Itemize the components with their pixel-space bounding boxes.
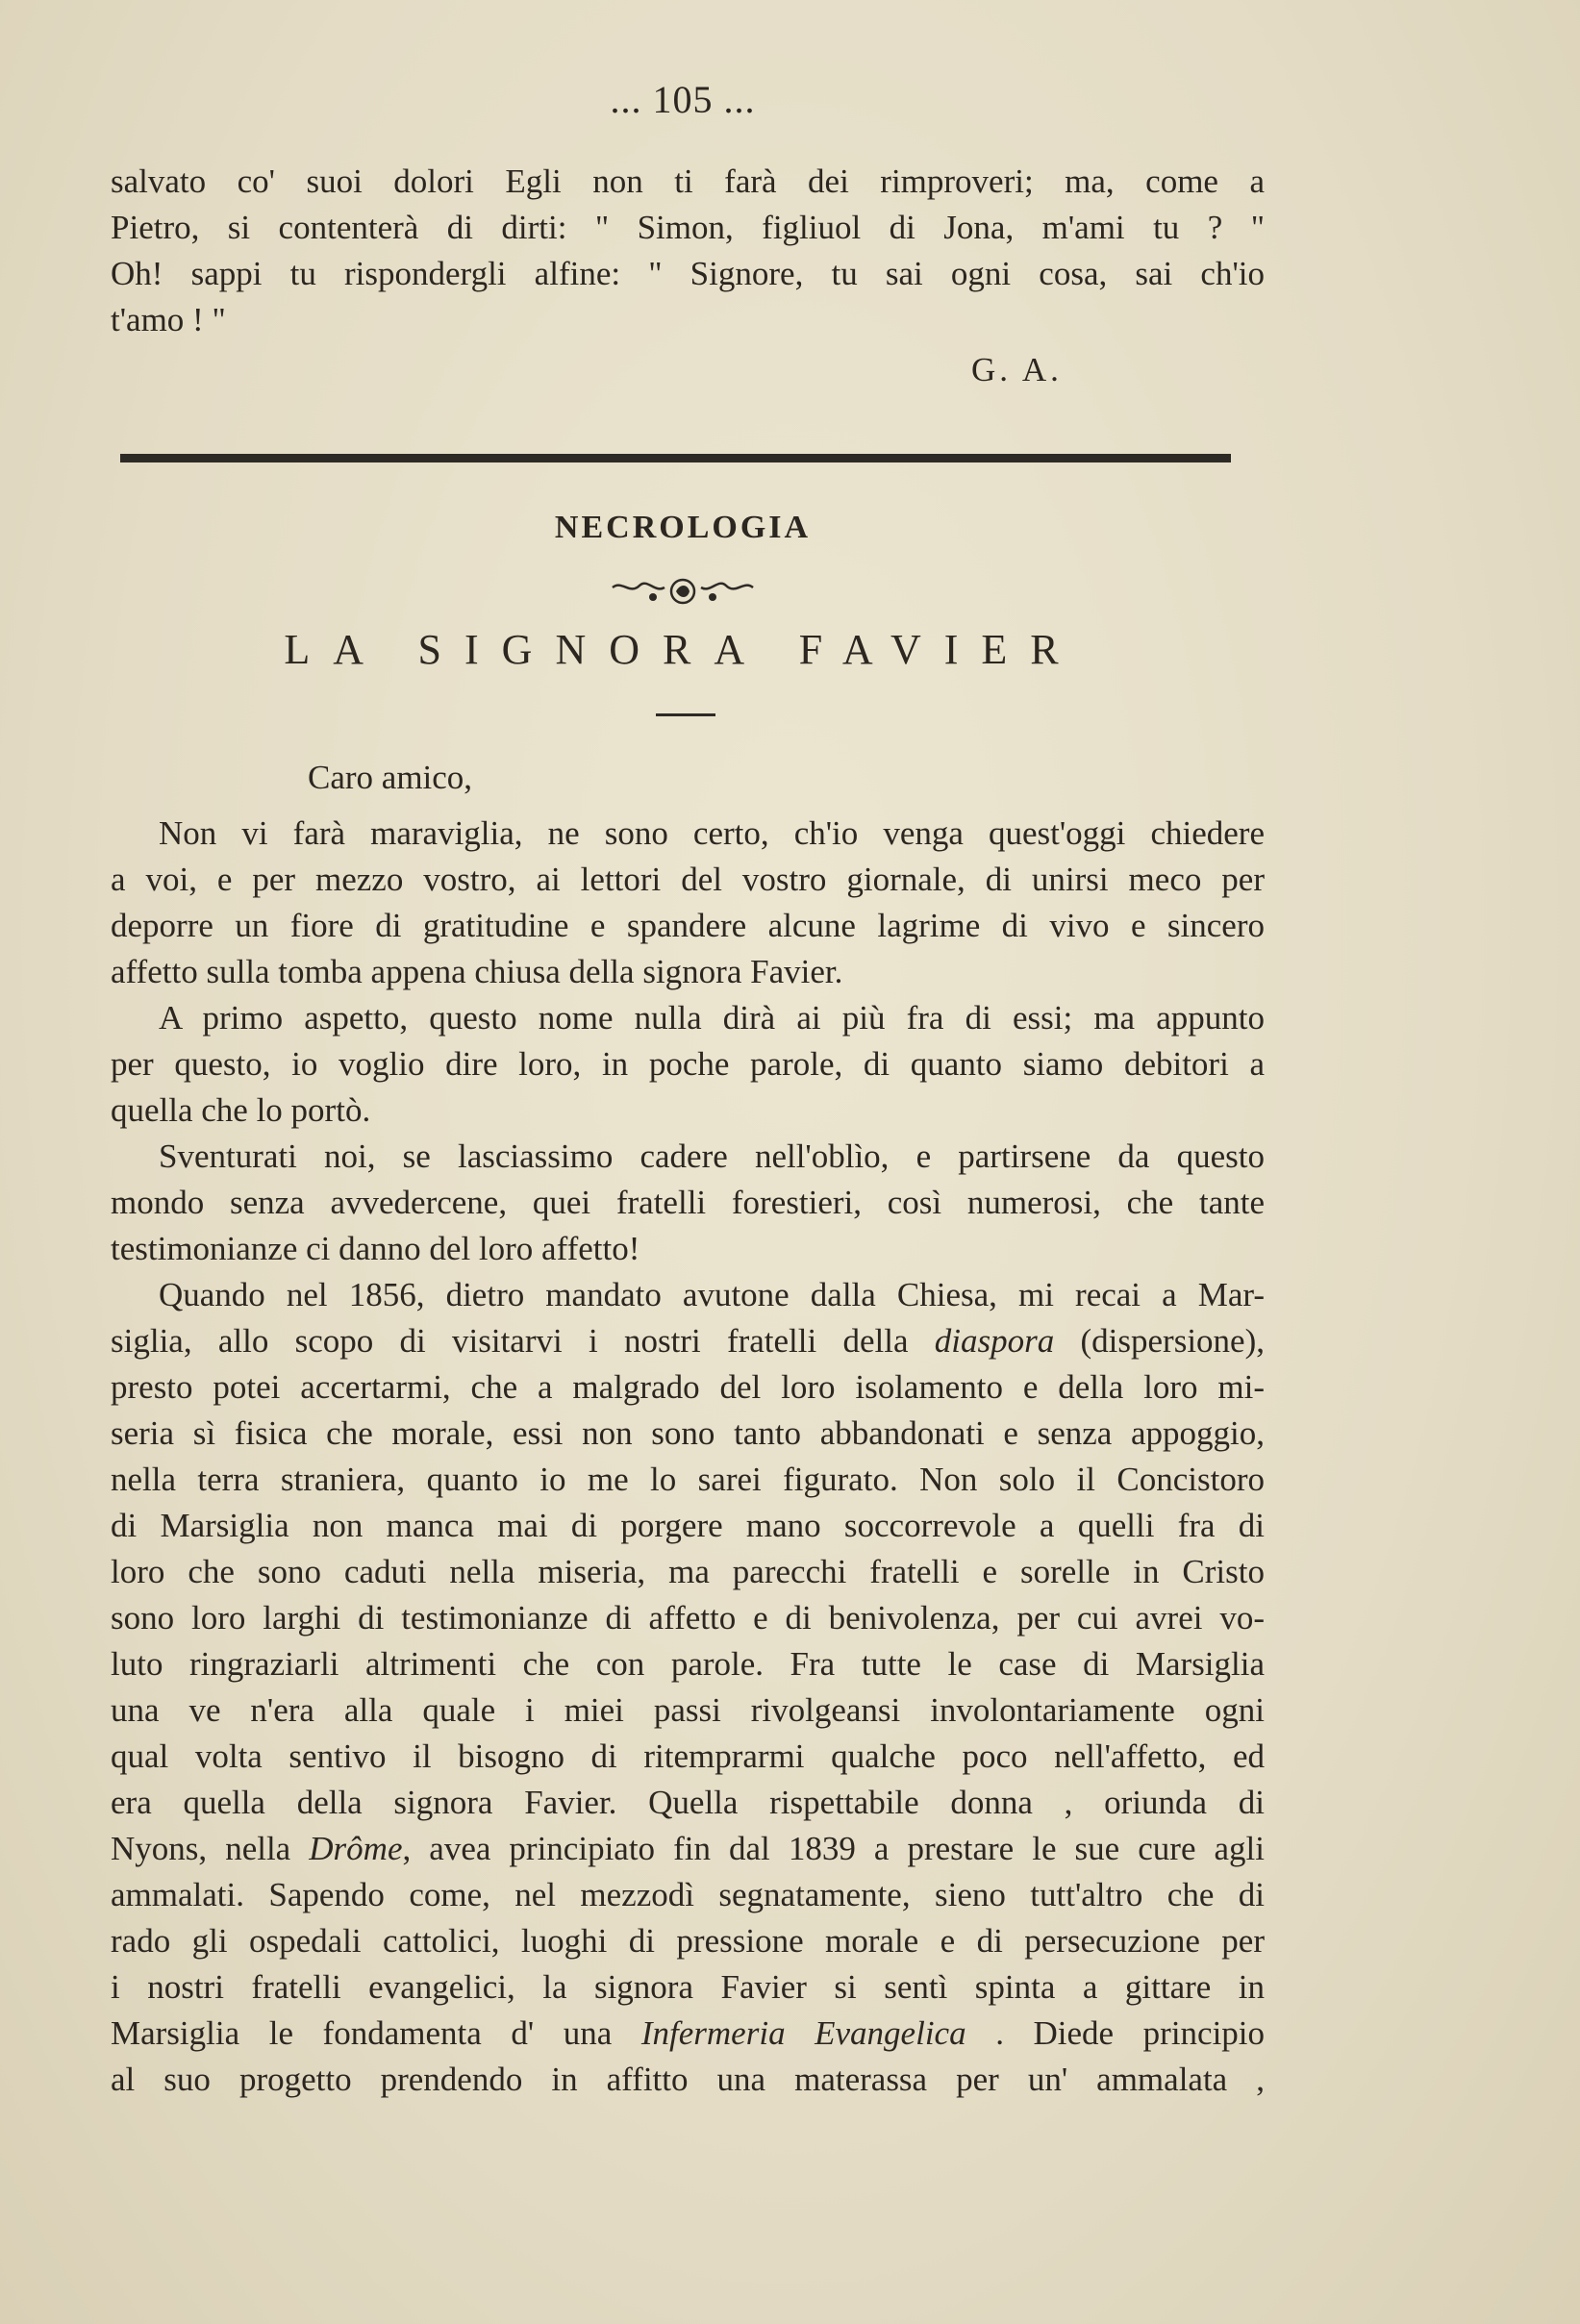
title-underline	[656, 713, 715, 716]
text-line: deporre un fiore di gratitudine e spandere alcune lagrime di vivo e sincero	[111, 907, 1265, 944]
text-line: rado gli ospedali cattolici, luoghi di pressione morale e di persecuzione per	[111, 1922, 1265, 1960]
text-line: di Marsiglia non manca mai di porgere mano soccorrevole a quelli fra di	[111, 1507, 1265, 1544]
text-line: Sventurati noi, se lasciassimo cadere nell'oblìo, e partirsene da questo	[159, 1137, 1265, 1175]
page-number: ... 105 ...	[610, 78, 756, 121]
ornament-icon	[609, 572, 757, 609]
text-line: quella che lo portò.	[111, 1091, 371, 1129]
text-line: t'amo ! "	[111, 301, 226, 338]
article-title: LA SIGNORA FAVIER	[284, 626, 1082, 673]
section-title: NECROLOGIA	[554, 510, 812, 545]
text-line: una ve n'era alla quale i miei passi rivolgeansi involontariamente ogni	[111, 1691, 1265, 1729]
text-line: salvato co' suoi dolori Egli non ti farà dei rimproveri; ma, come a	[111, 162, 1265, 200]
text-line	[111, 1318, 1265, 1364]
text-line: i nostri fratelli evangelici, la signora Favier si sentì spinta a gittare in	[111, 1968, 1265, 2006]
text-line: qual volta sentivo il bisogno di ritemprarmi qualche poco nell'affetto, ed	[111, 1737, 1265, 1775]
text-line: luto ringraziarli altrimenti che con parole. Fra tutte le case di Marsiglia	[111, 1645, 1265, 1683]
text-line: testimonianze ci danno del loro affetto!	[111, 1230, 640, 1267]
author-signature: G. A.	[971, 351, 1063, 388]
text-line: nella terra straniera, quanto io me lo sarei figurato. Non solo il Concistoro	[111, 1461, 1265, 1498]
text-line: affetto sulla tomba appena chiusa della signora Favier.	[111, 953, 843, 990]
text-segment: siglia, allo scopo di visitarvi i nostri fratelli della	[111, 1322, 909, 1360]
text-segment: Nyons, nella	[111, 1830, 291, 1867]
italic-term: Infermeria Evangelica	[640, 2014, 966, 2052]
text-line: A primo aspetto, questo nome nulla dirà ai più fra di essi; ma appunto	[159, 999, 1265, 1037]
text-line: loro che sono caduti nella miseria, ma parecchi fratelli e sorelle in Cristo	[111, 1553, 1265, 1590]
text-line	[111, 2011, 1265, 2057]
text-line: ammalati. Sapendo come, nel mezzodì segnatamente, sieno tutt'altro che di	[111, 1876, 1265, 1913]
text-line: Pietro, si contenterà di dirti: " Simon, figliuol di Jona, m'ami tu ? "	[111, 209, 1265, 246]
text-line: a voi, e per mezzo vostro, ai lettori del vostro giornale, di unirsi meco per	[111, 861, 1265, 898]
text-line: Non vi farà maraviglia, ne sono certo, ch'io venga quest'oggi chiedere	[159, 814, 1265, 852]
text-segment: Marsiglia le fondamenta d' una	[111, 2014, 613, 2052]
text-line	[111, 1826, 1265, 1872]
text-segment: (dispersione),	[1080, 1322, 1265, 1360]
text-segment: , avea principiato fin dal 1839 a prestare le sue cure agli	[402, 1830, 1266, 1867]
article-body	[111, 811, 1265, 2103]
italic-term: diaspora	[934, 1322, 1055, 1360]
text-line: seria sì fisica che morale, essi non sono tanto abbandonati e senza appoggio,	[111, 1414, 1265, 1452]
intro-paragraph	[111, 159, 1265, 343]
text-line: mondo senza avvedercene, quei fratelli forestieri, così numerosi, che tante	[111, 1184, 1265, 1221]
italic-term: Drôme	[309, 1830, 403, 1867]
text-line: Oh! sappi tu rispondergli alfine: " Signore, tu sai ogni cosa, sai ch'io	[111, 255, 1265, 292]
text-segment: . Diede principio	[995, 2014, 1266, 2052]
text-line: per questo, io voglio dire loro, in poche parole, di quanto siamo debitori a	[111, 1045, 1265, 1083]
text-line: era quella della signora Favier. Quella rispettabile donna , oriunda di	[111, 1784, 1265, 1821]
text-line: al suo progetto prendendo in affitto una materassa per un' ammalata ,	[111, 2061, 1265, 2098]
text-line: Quando nel 1856, dietro mandato avutone dalla Chiesa, mi recai a Mar-	[159, 1276, 1265, 1313]
text-line: sono loro larghi di testimonianze di affetto e di benivolenza, per cui avrei vo-	[111, 1599, 1265, 1637]
text-line: presto potei accertarmi, che a malgrado del loro isolamento e della loro mi-	[111, 1368, 1265, 1406]
salutation: Caro amico,	[308, 759, 473, 796]
section-divider	[120, 454, 1231, 462]
